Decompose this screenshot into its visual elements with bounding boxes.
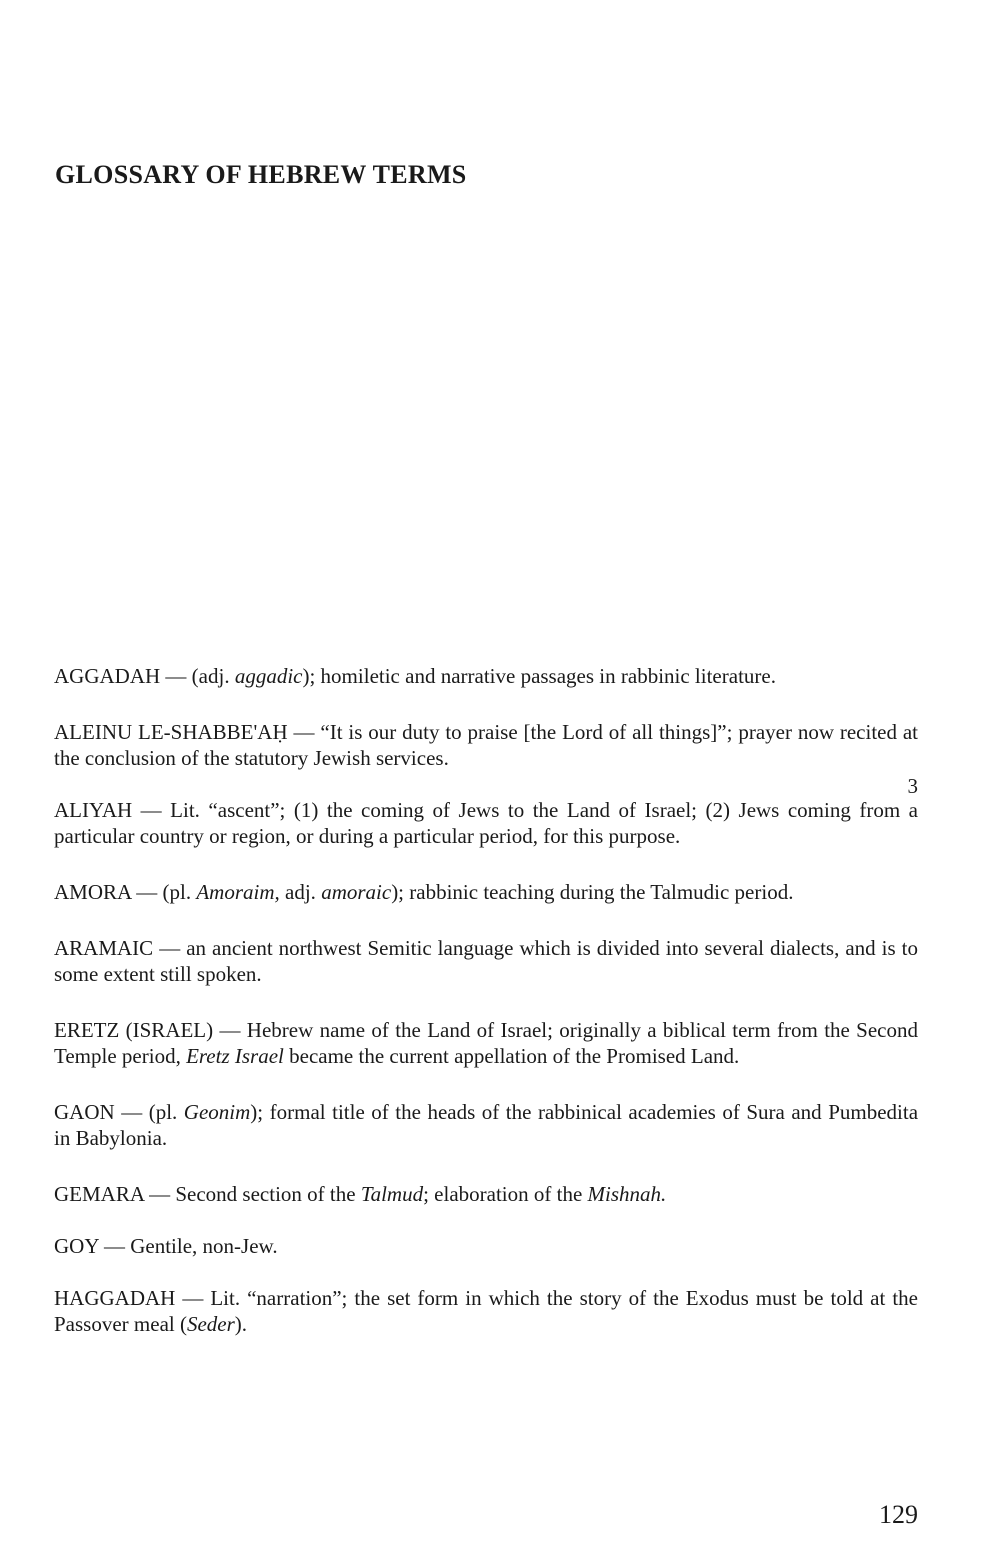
- glossary-entry-aramaic: [54, 935, 918, 987]
- definition-text: ); rabbinic teaching during the Talmudic period.: [391, 880, 794, 904]
- page-number: 129: [879, 1500, 918, 1529]
- page-title: GLOSSARY OF HEBREW TERMS: [55, 160, 467, 189]
- definition-text: — (pl.: [136, 880, 197, 904]
- term: ERETZ (ISRAEL): [54, 1018, 214, 1042]
- glossary-list: [54, 663, 918, 1367]
- definition-italic: amoraic: [321, 880, 392, 904]
- glossary-entry-eretz: [54, 1017, 918, 1069]
- glossary-entry-aggadah: [54, 663, 918, 689]
- term: AMORA: [54, 880, 132, 904]
- definition-text: — Hebrew name of the Land of Israel; originally a biblical term from the Second Temple period,: [54, 1018, 918, 1068]
- definition-italic: Geonim: [183, 1100, 251, 1124]
- definition-text: became the current appellation of the Promised Land.: [283, 1044, 740, 1068]
- definition-text: — (adj.: [165, 664, 235, 688]
- term: GEMARA: [54, 1182, 144, 1206]
- definition-text: — an ancient northwest Semitic language which is divided into several dialects, and is to some extent still spoken.: [54, 936, 919, 986]
- term: ARAMAIC: [54, 936, 154, 960]
- definition-italic: Mishnah.: [587, 1182, 667, 1206]
- glossary-entry-goy: [54, 1233, 918, 1259]
- definition-text: — “It is our duty to praise [the Lord of all things]”; prayer now recited at the conclusion of the statutory Jewish services.: [54, 720, 919, 770]
- glossary-entry-aleinu: [54, 719, 918, 771]
- glossary-entry-haggadah: [54, 1285, 918, 1337]
- definition-text: — Second section of the: [149, 1182, 361, 1206]
- term: GAON: [54, 1100, 115, 1124]
- glossary-entry-gemara: [54, 1181, 918, 1207]
- term: ALIYAH: [54, 798, 133, 822]
- footnote-marker: 3: [907, 774, 918, 798]
- definition-text: — Lit. “ascent”; (1) the coming of Jews to the Land of Israel; (2) Jews coming from a particular country or region, or during a particular period, for this purpose.: [54, 798, 919, 848]
- definition-italic: Talmud: [360, 1182, 424, 1206]
- term: AGGADAH: [54, 664, 161, 688]
- glossary-entry-gaon: [54, 1099, 918, 1151]
- definition-text: ; elaboration of the: [423, 1182, 588, 1206]
- definition-text: adj.: [279, 880, 322, 904]
- definition-italic: Seder: [186, 1312, 235, 1336]
- definition-italic: Amoraim,: [196, 880, 280, 904]
- term: GOY: [54, 1234, 99, 1258]
- glossary-entry-aliyah: [54, 797, 918, 849]
- definition-text: — Lit. “narration”; the set form in which the story of the Exodus must be told at the Passover meal (: [54, 1286, 918, 1336]
- definition-italic: aggadic: [234, 664, 303, 688]
- definition-text: ); formal title of the heads of the rabbinical academies of Sura and Pumbedita in Babylonia.: [54, 1100, 919, 1150]
- term: ALEINU LE-SHABBE'AḤ: [54, 720, 288, 744]
- glossary-entry-amora: [54, 879, 918, 905]
- definition-italic: Eretz Israel: [186, 1044, 284, 1068]
- term: HAGGADAH: [54, 1286, 176, 1310]
- definition-text: ); homiletic and narrative passages in rabbinic literature.: [302, 664, 776, 688]
- definition-text: — Gentile, non-Jew.: [103, 1234, 278, 1258]
- definition-text: ).: [234, 1312, 248, 1336]
- definition-text: — (pl.: [121, 1100, 184, 1124]
